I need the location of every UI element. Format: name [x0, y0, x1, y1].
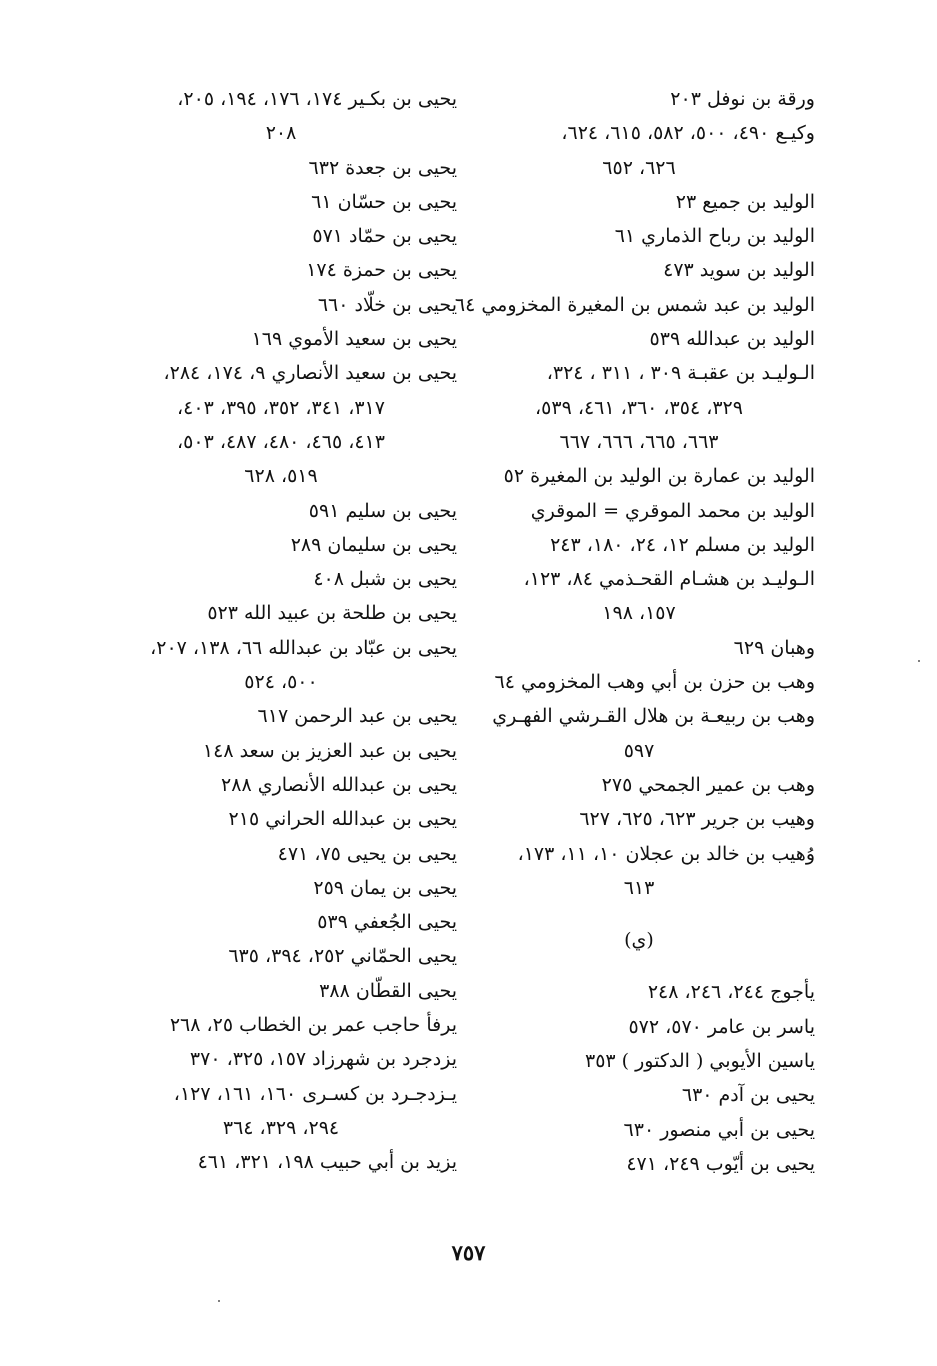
- section-gap: [463, 905, 815, 923]
- index-entry: يحيى بن عبدالله الأنصاري ٢٨٨: [221, 773, 457, 796]
- index-entry: يحيى بن حسّان ٦١: [311, 190, 457, 213]
- index-entry: يحيى القطّان ٣٨٨: [319, 979, 457, 1002]
- index-entry-continuation: ٥٩٧: [623, 739, 655, 762]
- index-entry: يحيى بن يمان ٢٥٩: [313, 876, 457, 899]
- index-entry: ياسر بن عامر ٥٧٠، ٥٧٢: [628, 1015, 815, 1038]
- index-entry: يحيى بن سعيد الأموي ١٦٩: [251, 328, 457, 351]
- index-entry: وكيـع ٤٩٠، ٥٠٠، ٥٨٢، ٦١٥، ٦٢٤،: [561, 122, 815, 145]
- left-entry-list: [105, 82, 457, 1180]
- index-entry: يحيى بن آدم ٦٣٠: [681, 1084, 815, 1107]
- left-column: [105, 82, 457, 1180]
- index-entry: يزدجرد بن شهرزاد ١٥٧، ٣٢٥، ٣٧٠: [189, 1048, 457, 1071]
- index-entry-continuation: ١٥٧، ١٩٨: [602, 602, 676, 625]
- index-entry: يحيى بن خلّاد ٦٦٠: [317, 293, 457, 316]
- index-entry-continuation: ٥٠٠، ٥٢٤: [244, 671, 318, 694]
- index-entry: الوليد بن رباح الذماري ٦١: [614, 225, 815, 248]
- right-entry-list: [454, 82, 815, 905]
- index-entry: يحيى بن عبد الرحمن ٦١٧: [257, 705, 457, 728]
- index-entry: الوليد بن عبد شمس بن المغيرة المخزومي ٦٤: [454, 293, 815, 316]
- index-entry: وهب بن عمير الجمحي ٢٧٥: [601, 773, 815, 796]
- index-entry: يحيى بن جعدة ٦٣٢: [308, 156, 457, 179]
- index-entry-continuation: ٦١٣: [623, 876, 655, 899]
- index-entry: وهيب بن جرير ٦٢٣، ٦٢٥، ٦٢٧: [579, 808, 815, 831]
- index-entry: يحيى بن يحيى ٧٥، ٤٧١: [277, 842, 457, 865]
- right-entry-list-after: [463, 975, 815, 1181]
- index-entry: يأجوج ٢٤٤، ٢٤٦، ٢٤٨: [647, 981, 815, 1004]
- index-entry: الوليد بن مسلم ١٢، ٢٤، ١٨٠، ٢٤٣: [550, 533, 815, 556]
- index-entry: ورقة بن نوفل ٢٠٣: [670, 88, 815, 110]
- index-entry: يحيى بن بكـير ١٧٤، ١٧٦، ١٩٤، ٢٠٥،: [177, 88, 457, 110]
- index-entry-continuation: ٢٠٨: [265, 122, 297, 145]
- index-entry: وهب بن ربيعـة بن هلال القـرشي الفهـري: [492, 705, 815, 728]
- index-entry: وهب بن حزن بن أبي وهب المخزومي ٦٤: [494, 671, 815, 694]
- index-entry: يحيى الحمّاني ٢٥٢، ٣٩٤، ٦٣٥: [228, 945, 457, 968]
- index-entry-continuation: ٣١٧، ٣٤١، ٣٥٢، ٣٩٥، ٤٠٣،: [177, 396, 385, 419]
- index-entry: ياسين الأيوبي ( الدكتور ) ٣٥٣: [585, 1050, 815, 1073]
- page-number: ٧٥٧: [451, 1240, 486, 1265]
- index-entry-continuation: ٤١٣، ٤٦٥، ٤٨٠، ٤٨٧، ٥٠٣،: [177, 430, 385, 453]
- index-entry-continuation: ٦٦٣، ٦٦٥، ٦٦٦، ٦٦٧: [559, 430, 719, 453]
- index-entry: يحيى بن عبدالله الحراني ٢١٥: [228, 808, 457, 831]
- index-entry: يحيى بن سليم ٥٩١: [308, 499, 457, 522]
- index-entry: يحيى بن أيّوب ٢٤٩، ٤٧١: [626, 1152, 815, 1175]
- index-entry: وُهيب بن خالد بن عجلان ١٠، ١١، ١٧٣،: [517, 842, 815, 865]
- index-entry: يحيى بن عبد العزيز بن سعد ١٤٨: [202, 739, 457, 762]
- section-gap: [463, 957, 815, 975]
- index-entry: يرفأ حاجب عمر بن الخطاب ٢٥، ٢٦٨: [169, 1014, 457, 1037]
- index-entry: يحيى بن أبي منصور ٦٣٠: [623, 1118, 815, 1141]
- index-entry: الوليد بن سويد ٤٧٣: [663, 259, 815, 282]
- index-entry: الوليد بن عمارة بن الوليد بن المغيرة ٥٢: [503, 465, 815, 488]
- scan-speck: [918, 660, 920, 662]
- index-entry: الوليد بن جميع ٢٣: [675, 190, 815, 213]
- index-entry-continuation: ٦٢٦، ٦٥٢: [602, 156, 676, 179]
- section-heading: (ي): [624, 929, 654, 952]
- index-entry-continuation: ٣٢٩، ٣٥٤، ٣٦٠، ٤٦١، ٥٣٩،: [535, 396, 743, 419]
- index-entry: يحيى بن حمّاد ٥٧١: [312, 225, 457, 248]
- index-entry: يزيد بن أبي حبيب ١٩٨، ٣٢١، ٤٦١: [197, 1151, 457, 1174]
- scan-speck: [218, 1300, 220, 1302]
- index-entry: يحيى بن طلحة بن عبيد الله ٥٢٣: [207, 602, 457, 625]
- index-entry: الـوليـد بن عقبـة ٣٠٩ ، ٣١١ ، ٣٢٤،: [546, 362, 815, 385]
- index-entry-continuation: ٥١٩، ٦٢٨: [244, 465, 318, 488]
- index-entry: يـزدجـرد بن كسـرى ١٦٠، ١٦١، ١٢٧،: [173, 1082, 457, 1105]
- index-entry: يحيى بن سعيد الأنصاري ٩، ١٧٤، ٢٨٤،: [163, 362, 457, 385]
- index-entry: وهبان ٦٢٩: [733, 636, 815, 659]
- index-entry: الوليد بن محمد الموقري = الموقري: [530, 499, 815, 522]
- index-entry: يحيى بن عبّاد بن عبدالله ٦٦، ١٣٨، ٢٠٧،: [150, 636, 457, 659]
- index-entry: الوليد بن عبدالله ٥٣٩: [649, 328, 815, 351]
- index-entry: الـوليـد بن هشـام القحـذمي ٨٤، ١٢٣،: [523, 568, 815, 591]
- index-entry: يحيى الجُعفي ٥٣٩: [317, 911, 457, 934]
- index-entry: يحيى بن حمزة ١٧٤: [306, 259, 457, 282]
- index-entry: يحيى بن شبل ٤٠٨: [313, 568, 457, 591]
- index-entry-continuation: ٢٩٤، ٣٢٩، ٣٦٤: [222, 1116, 340, 1139]
- right-column: [454, 82, 815, 1181]
- index-entry: يحيى بن سليمان ٢٨٩: [290, 533, 457, 556]
